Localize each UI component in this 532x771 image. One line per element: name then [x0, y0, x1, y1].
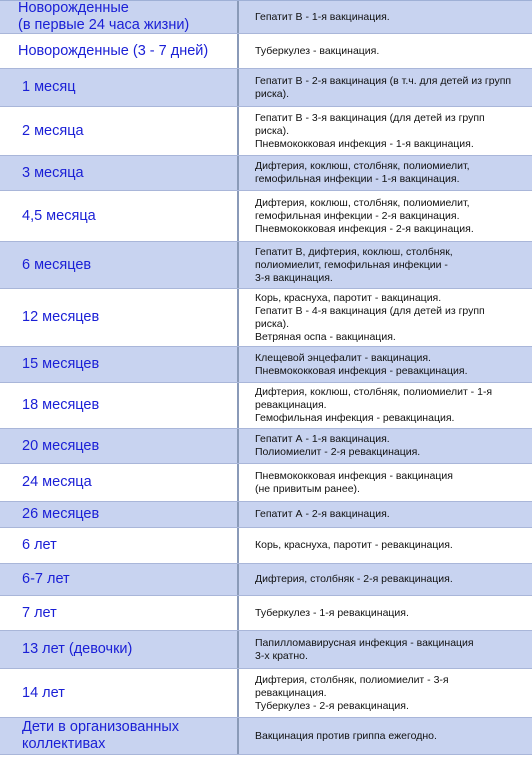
vaccination-cell: Гепатит А - 1-я вакцинация. Полиомиелит - 2-я ревакцинация.	[255, 433, 421, 458]
age-cell: 18 месяцев	[0, 383, 239, 428]
vaccination-cell: Пневмококковая инфекция - вакцинация (не привитым ранее).	[255, 469, 453, 495]
age-cell: 1 месяц	[0, 69, 239, 106]
table-row	[0, 242, 532, 289]
age-cell: 20 месяцев	[0, 429, 239, 463]
vaccination-cell: Дифтерия, коклюш, столбняк, полиомиелит - 1-я ревакцинация. Гемофильная инфекция - ревакцинация.	[255, 386, 493, 424]
vaccination-cell: Дифтерия, столбняк, полиомиелит - 3-я ревакцинация. Туберкулез - 2-я ревакцинация.	[255, 673, 449, 712]
vaccination-cell: Гепатит В - 1-я вакцинация.	[255, 10, 390, 23]
table-row	[0, 107, 532, 156]
age-cell: 26 месяцев	[0, 502, 239, 527]
age-cell: 6 месяцев	[0, 242, 239, 288]
table-row	[0, 669, 532, 718]
vaccination-cell: Папилломавирусная инфекция - вакцинация 3-х кратно.	[255, 636, 474, 662]
vaccination-cell: Дифтерия, коклюш, столбняк, полиомиелит, гемофильная инфекции - 2-я вакцинация. Пневмококковая инфекция - 2-я вакцинация.	[255, 196, 474, 235]
table-row	[0, 383, 532, 429]
vaccination-cell: Гепатит А - 2-я вакцинация.	[255, 508, 390, 520]
age-cell: Дети в организованных коллективах	[0, 718, 239, 754]
vaccination-cell: Клещевой энцефалит - вакцинация. Пневмококковая инфекция - ревакцинация.	[255, 351, 468, 377]
table-row	[0, 289, 532, 347]
table-row	[0, 69, 532, 107]
age-cell: 7 лет	[0, 596, 239, 630]
age-cell: Новорожденные (3 - 7 дней)	[0, 34, 239, 68]
table-row	[0, 1, 532, 34]
table-row	[0, 596, 532, 631]
vaccination-cell: Гепатит В, дифтерия, коклюш, столбняк, полиомиелит, гемофильная инфекции - 3-я вакцинация.	[255, 245, 453, 284]
vaccination-cell: Туберкулез - вакцинация.	[255, 44, 380, 57]
table-row	[0, 464, 532, 502]
vaccination-cell: Туберкулез - 1-я ревакцинация.	[255, 606, 409, 619]
table-row	[0, 347, 532, 383]
age-cell: 3 месяца	[0, 156, 239, 190]
vaccination-cell: Гепатит В - 3-я вакцинация (для детей из групп риска). Пневмококковая инфекция - 1-я вакцинация.	[255, 111, 485, 150]
vaccination-cell: Дифтерия, столбняк - 2-я ревакцинация.	[255, 573, 453, 585]
table-row	[0, 156, 532, 191]
age-cell: 2 месяца	[0, 107, 239, 155]
age-cell: 6-7 лет	[0, 564, 239, 595]
age-cell: 24 месяца	[0, 464, 239, 501]
vaccination-cell: Гепатит В - 2-я вакцинация (в т.ч. для детей из групп риска).	[255, 74, 512, 100]
table-row	[0, 718, 532, 755]
vaccination-cell: Корь, краснуха, паротит - ревакцинация.	[255, 539, 453, 551]
table-row	[0, 528, 532, 564]
table-row	[0, 429, 532, 464]
age-cell: 14 лет	[0, 669, 239, 717]
age-cell: 12 месяцев	[0, 289, 239, 346]
age-cell: 6 лет	[0, 528, 239, 563]
table-row	[0, 502, 532, 528]
age-cell: 4,5 месяца	[0, 191, 239, 241]
age-cell: 13 лет (девочки)	[0, 631, 239, 668]
table-row	[0, 34, 532, 69]
age-cell: 15 месяцев	[0, 347, 239, 382]
table-row	[0, 191, 532, 242]
age-cell: Новорожденные (в первые 24 часа жизни)	[0, 1, 239, 33]
vaccination-cell: Дифтерия, коклюш, столбняк, полиомиелит, гемофильная инфекции - 1-я вакцинация.	[255, 160, 470, 185]
vaccination-cell: Корь, краснуха, паротит - вакцинация. Гепатит В - 4-я вакцинация (для детей из групп риска). Ветряная оспа - вакцинация.	[255, 291, 485, 343]
vaccination-cell: Вакцинация против гриппа ежегодно.	[255, 729, 437, 742]
table-row	[0, 631, 532, 669]
table-row	[0, 564, 532, 596]
